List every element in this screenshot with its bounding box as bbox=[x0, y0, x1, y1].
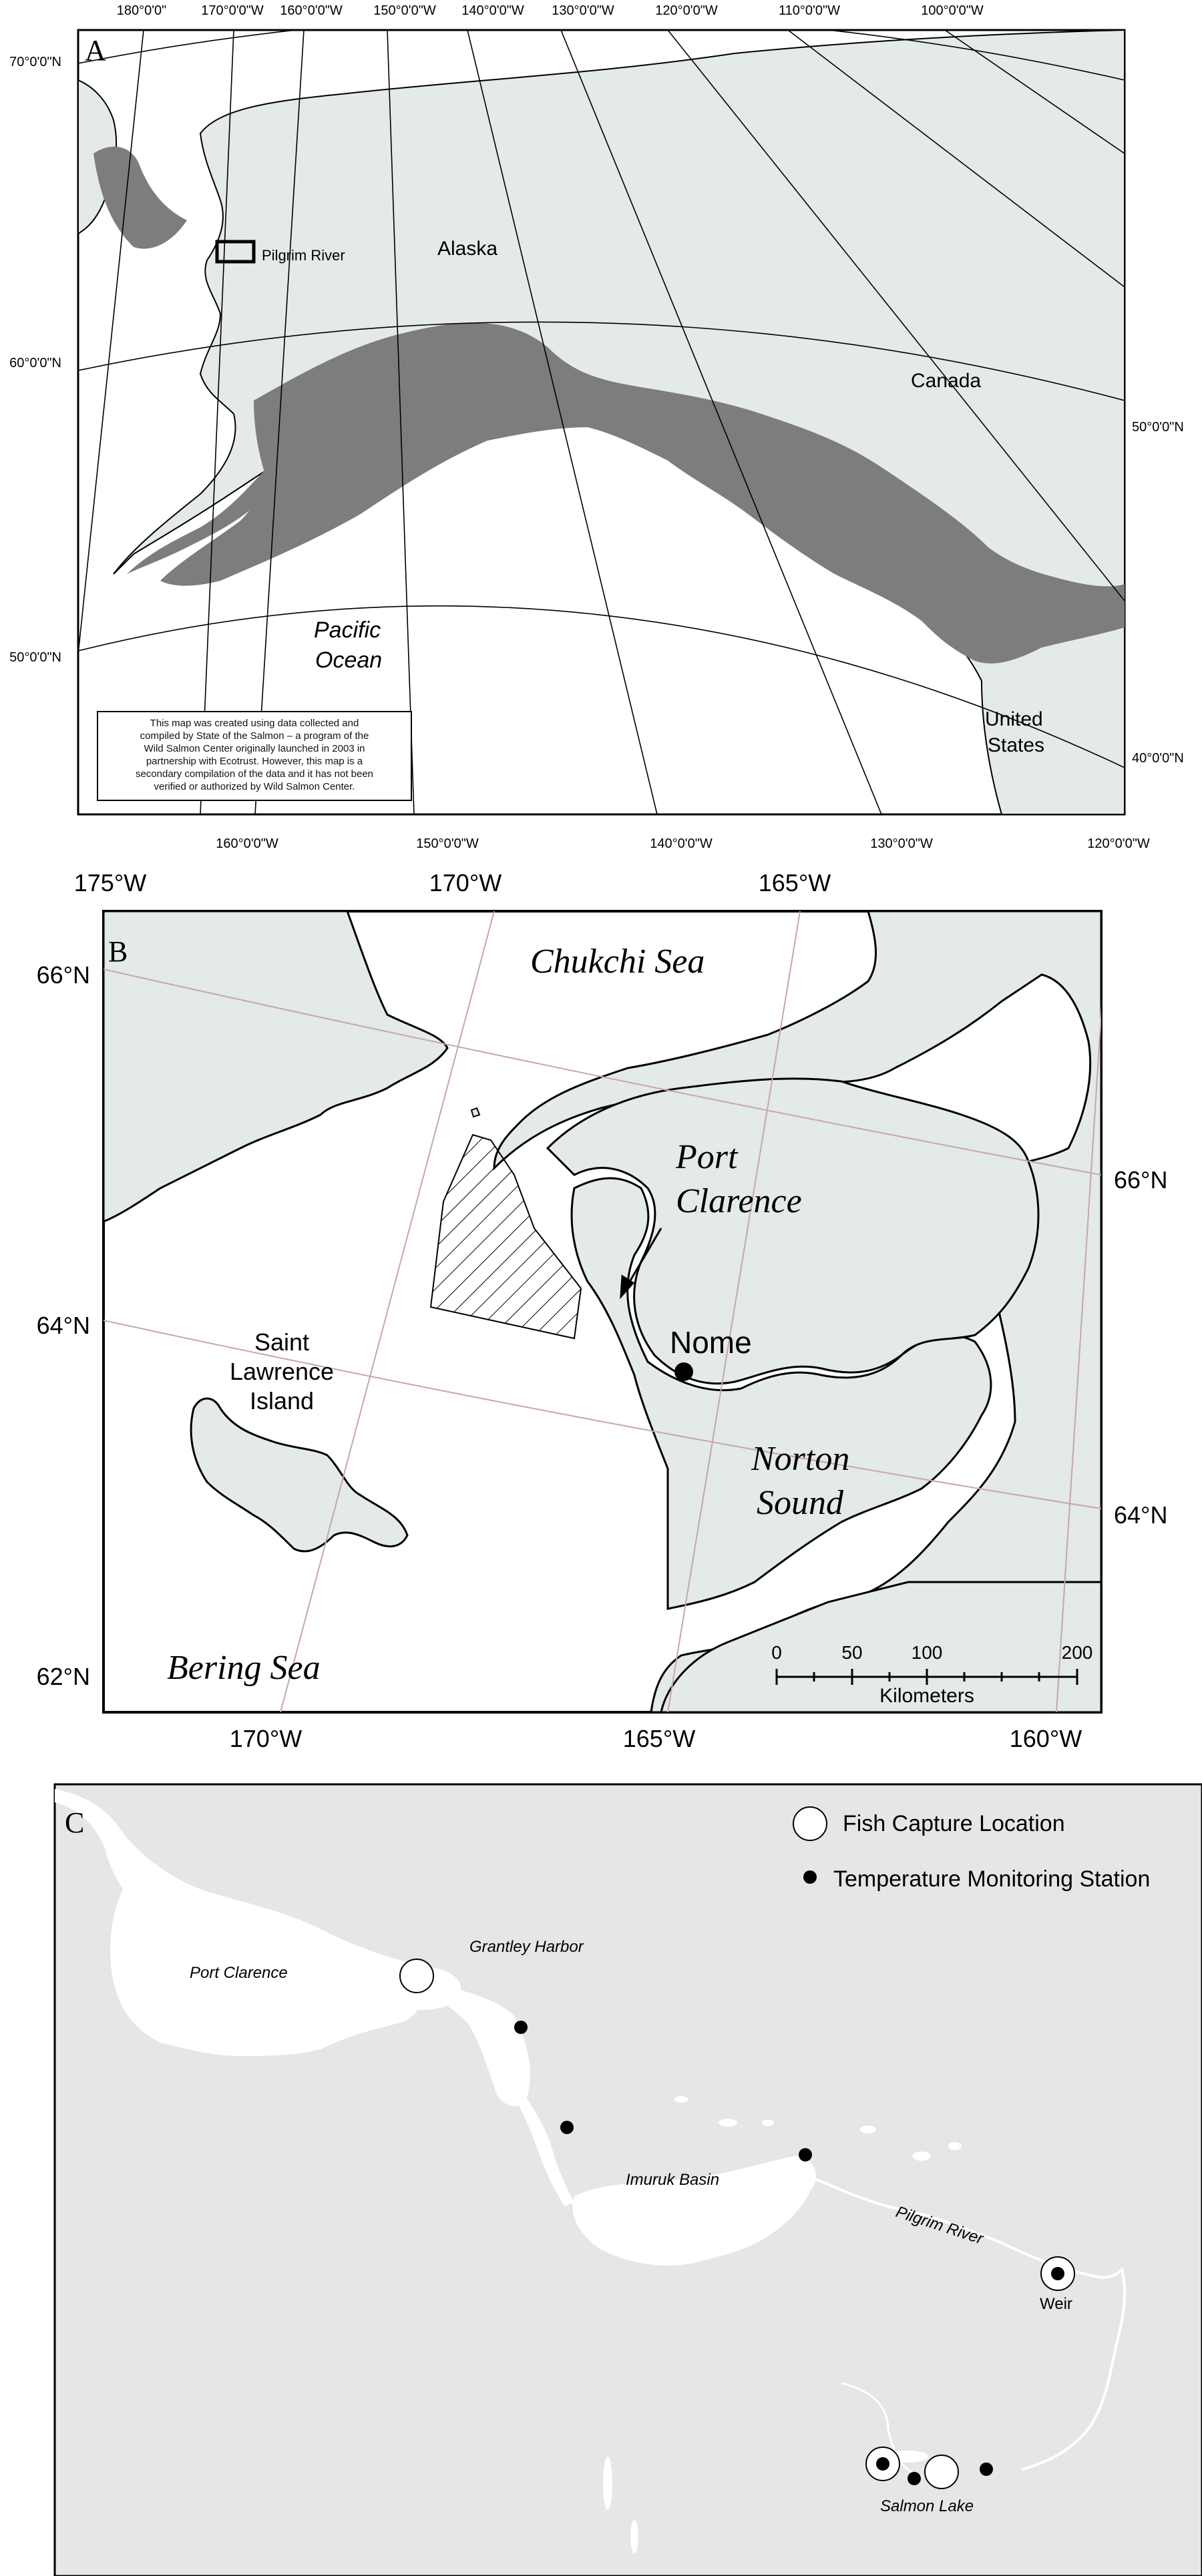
panel-a-left-lat-labels bbox=[9, 55, 61, 665]
scale-tick-label: 0 bbox=[771, 1642, 782, 1663]
place-bering-sea: Bering Sea bbox=[167, 1649, 321, 1687]
lon-label: 120°0'0"W bbox=[655, 3, 718, 18]
place-salmon-lake: Salmon Lake bbox=[880, 2497, 974, 2515]
lat-label: 60°0'0"N bbox=[9, 356, 61, 370]
lat-label: 64°N bbox=[36, 1312, 90, 1339]
lon-label: 160°0'0"W bbox=[280, 3, 343, 18]
panel-a-right-lat-labels bbox=[1132, 420, 1184, 766]
credit-line-3: Wild Salmon Center originally launched in 2003 in bbox=[144, 743, 365, 754]
lon-label: 160°0'0"W bbox=[216, 836, 278, 851]
panel-a-bottom-lon-labels bbox=[216, 836, 1150, 851]
small-lake bbox=[603, 2457, 612, 2510]
lat-label: 40°0'0"N bbox=[1132, 751, 1184, 766]
nome-marker bbox=[674, 1362, 693, 1381]
panel-c bbox=[55, 1784, 1202, 2576]
credit-line-6: verified or authorized by Wild Salmon Center. bbox=[154, 781, 355, 792]
place-states: States bbox=[988, 734, 1045, 756]
credit-line-1: This map was created using data collected and bbox=[150, 718, 359, 729]
place-port: Port bbox=[676, 1138, 738, 1176]
place-saint: Saint bbox=[254, 1328, 310, 1356]
lat-label: 70°0'0"N bbox=[9, 55, 61, 69]
panel-b-bottom-lon-labels bbox=[230, 1725, 1082, 1752]
lat-label: 66°N bbox=[1114, 1166, 1168, 1194]
lat-label: 66°N bbox=[36, 961, 90, 989]
place-lawrence: Lawrence bbox=[229, 1358, 335, 1385]
temperature-station bbox=[980, 2463, 993, 2476]
lon-label: 170°W bbox=[229, 1725, 303, 1752]
panel-b-right-lat-labels bbox=[1114, 1166, 1167, 1529]
lon-label: 140°0'0"W bbox=[461, 3, 524, 18]
place-ocean: Ocean bbox=[315, 648, 383, 673]
lon-label: 160°W bbox=[1009, 1725, 1082, 1752]
lon-label: 100°0'0"W bbox=[921, 3, 984, 18]
lon-label: 120°0'0"W bbox=[1087, 836, 1150, 851]
lon-label: 130°0'0"W bbox=[870, 836, 933, 851]
capture-location-salmon-lake-b bbox=[925, 2455, 958, 2489]
small-lake bbox=[912, 2151, 931, 2161]
panel-b bbox=[37, 869, 1168, 1752]
lon-label: 150°0'0"W bbox=[373, 3, 436, 18]
credit-line-5: secondary compilation of the data and it has not been bbox=[135, 768, 374, 780]
temperature-station bbox=[514, 2021, 528, 2034]
temperature-station bbox=[560, 2121, 574, 2134]
scale-tick-label: 200 bbox=[1061, 1642, 1093, 1663]
lat-label: 62°N bbox=[36, 1663, 90, 1690]
lon-label: 180°0'0" bbox=[116, 3, 167, 18]
scale-tick-label: 50 bbox=[841, 1642, 863, 1663]
legend-capture-label: Fish Capture Location bbox=[843, 1811, 1065, 1836]
temperature-station bbox=[799, 2148, 812, 2161]
small-lake bbox=[860, 2125, 876, 2133]
place-pacific: Pacific bbox=[314, 617, 381, 643]
small-lake bbox=[762, 2119, 774, 2126]
panel-a-top-lon-labels bbox=[117, 3, 984, 18]
panel-b-top-lon-labels bbox=[74, 869, 831, 896]
lat-label: 64°N bbox=[1114, 1501, 1168, 1529]
lon-label: 170°W bbox=[429, 869, 502, 896]
temperature-station bbox=[1051, 2267, 1064, 2280]
small-lake bbox=[948, 2142, 962, 2150]
legend-capture-symbol bbox=[793, 1807, 827, 1840]
place-grantley-harbor: Grantley Harbor bbox=[469, 1938, 584, 1956]
lon-label: 140°0'0"W bbox=[650, 836, 713, 851]
panel-b-left-lat-labels bbox=[37, 961, 90, 1690]
small-lake bbox=[630, 2520, 638, 2553]
place-nome: Nome bbox=[670, 1325, 752, 1360]
panel-c-label: C bbox=[65, 1806, 85, 1839]
legend-temperature-label: Temperature Monitoring Station bbox=[833, 1866, 1151, 1892]
lon-label: 165°W bbox=[758, 869, 831, 896]
lat-label: 50°0'0"N bbox=[9, 650, 61, 665]
panel-a bbox=[9, 3, 1184, 851]
place-united: United bbox=[985, 708, 1043, 730]
place-sound: Sound bbox=[757, 1484, 843, 1522]
place-pilgrim-river-c: Pilgrim River bbox=[893, 2203, 986, 2248]
place-canada: Canada bbox=[911, 370, 982, 392]
lat-label: 50°0'0"N bbox=[1132, 420, 1184, 435]
place-imuruk-basin: Imuruk Basin bbox=[626, 2171, 720, 2189]
place-norton: Norton bbox=[751, 1440, 850, 1478]
lon-label: 175°W bbox=[73, 869, 147, 896]
credit-line-2: compiled by State of the Salmon – a program of the bbox=[140, 730, 369, 742]
place-chukchi-sea: Chukchi Sea bbox=[530, 943, 705, 981]
panel-b-label: B bbox=[108, 935, 128, 968]
small-lake bbox=[719, 2119, 737, 2127]
scale-unit-label: Kilometers bbox=[879, 1685, 974, 1707]
capture-location-grantley bbox=[400, 1959, 433, 1993]
place-pilgrim-river: Pilgrim River bbox=[262, 247, 345, 264]
place-weir: Weir bbox=[1040, 2295, 1072, 2313]
temperature-station bbox=[876, 2457, 889, 2471]
credit-line-4: partnership with Ecotrust. However, this map is a bbox=[146, 756, 363, 767]
place-port-clarence: Port Clarence bbox=[190, 1964, 288, 1982]
legend-temperature-symbol bbox=[803, 1870, 817, 1884]
place-clarence: Clarence bbox=[676, 1182, 802, 1220]
place-alaska: Alaska bbox=[437, 238, 498, 260]
panel-a-label: A bbox=[85, 34, 106, 67]
scale-tick-label: 100 bbox=[911, 1642, 943, 1663]
small-lake bbox=[674, 2096, 688, 2103]
lon-label: 110°0'0"W bbox=[779, 3, 840, 18]
lon-label: 150°0'0"W bbox=[416, 836, 479, 851]
place-island: Island bbox=[249, 1387, 315, 1414]
lon-label: 130°0'0"W bbox=[552, 3, 614, 18]
lon-label: 165°W bbox=[622, 1725, 696, 1752]
temperature-station bbox=[908, 2472, 921, 2485]
lon-label: 170°0'0"W bbox=[201, 3, 264, 18]
